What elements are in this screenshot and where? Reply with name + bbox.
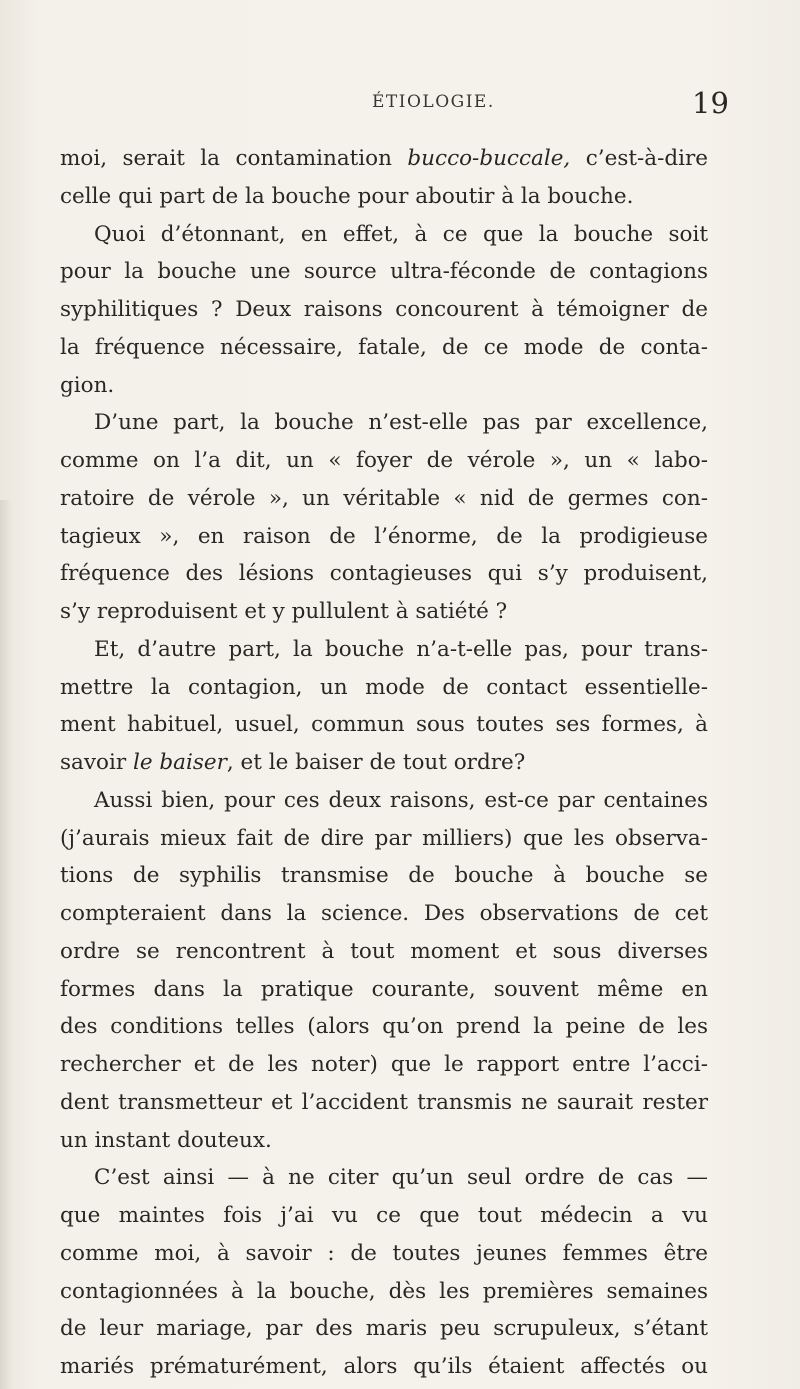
text-line: formes dans la pratique courante, souvent même en xyxy=(60,976,708,1002)
body-text xyxy=(60,140,708,1386)
text-line: contagionnées à la bouche, dès les premières semaines xyxy=(60,1278,708,1304)
text-line: mettre la contagion, un mode de contact essentielle- xyxy=(60,674,708,700)
text-line: pour la bouche une source ultra-féconde de contagions xyxy=(60,259,708,285)
page-number: 19 xyxy=(692,86,729,120)
text-line: ment habituel, usuel, commun sous toutes ses formes, à xyxy=(60,712,708,738)
running-head: ÉTIOLOGIE. xyxy=(372,92,495,112)
text-line: moi, serait la contamination bucco-buccale, c’est-à-dire xyxy=(60,146,708,171)
text-line: celle qui part de la bouche pour aboutir à la bouche. xyxy=(60,183,634,209)
text-line: tagieux », en raison de l’énorme, de la prodigieuse xyxy=(60,523,708,549)
text-line: rechercher et de les noter) que le rapport entre l’acci- xyxy=(60,1052,708,1077)
text-line: Quoi d’étonnant, en effet, à ce que la bouche soit xyxy=(94,221,708,247)
text-line: syphilitiques ? Deux raisons concourent à témoigner de xyxy=(60,297,708,322)
text-line: la fréquence nécessaire, fatale, de ce mode de conta- xyxy=(60,334,708,360)
text-line: comme moi, à savoir : de toutes jeunes femmes être xyxy=(60,1240,708,1266)
text-line: que maintes fois j’ai vu ce que tout médecin a vu xyxy=(60,1203,708,1228)
text-line: dent transmetteur et l’accident transmis ne saurait rester xyxy=(60,1089,708,1115)
page-header xyxy=(0,86,800,132)
text-line: comme on l’a dit, un « foyer de vérole », un « labo- xyxy=(60,448,708,473)
text-line: Aussi bien, pour ces deux raisons, est-ce par centaines xyxy=(94,787,708,813)
text-line: gion. xyxy=(60,372,115,398)
text-line: des conditions telles (alors qu’on prend la peine de les xyxy=(60,1014,708,1040)
text-line: (j’aurais mieux fait de dire par milliers) que les observa- xyxy=(60,825,708,851)
text-line: ratoire de vérole », un véritable « nid de germes con- xyxy=(60,485,708,511)
text-line: tions de syphilis transmise de bouche à bouche se xyxy=(60,863,708,889)
text-line: un instant douteux. xyxy=(60,1127,272,1153)
text-line: s’y reproduisent et y pullulent à satiété ? xyxy=(60,599,508,624)
text-line: compteraient dans la science. Des observations de cet xyxy=(60,901,708,926)
text-line: ordre se rencontrent à tout moment et sous diverses xyxy=(60,938,708,964)
text-line: C’est ainsi — à ne citer qu’un seul ordre de cas — xyxy=(94,1165,708,1191)
text-line: de leur mariage, par des maris peu scrupuleux, s’étant xyxy=(60,1316,708,1342)
page-edge-shadow xyxy=(0,500,12,1389)
text-line: Et, d’autre part, la bouche n’a-t-elle pas, pour trans- xyxy=(94,636,708,662)
text-line: D’une part, la bouche n’est-elle pas par excellence, xyxy=(94,410,708,436)
text-line: savoir le baiser, et le baiser de tout ordre? xyxy=(60,750,526,775)
text-line: mariés prématurément, alors qu’ils étaient affectés ou xyxy=(60,1354,708,1379)
text-line: fréquence des lésions contagieuses qui s’y produisent, xyxy=(60,561,708,587)
